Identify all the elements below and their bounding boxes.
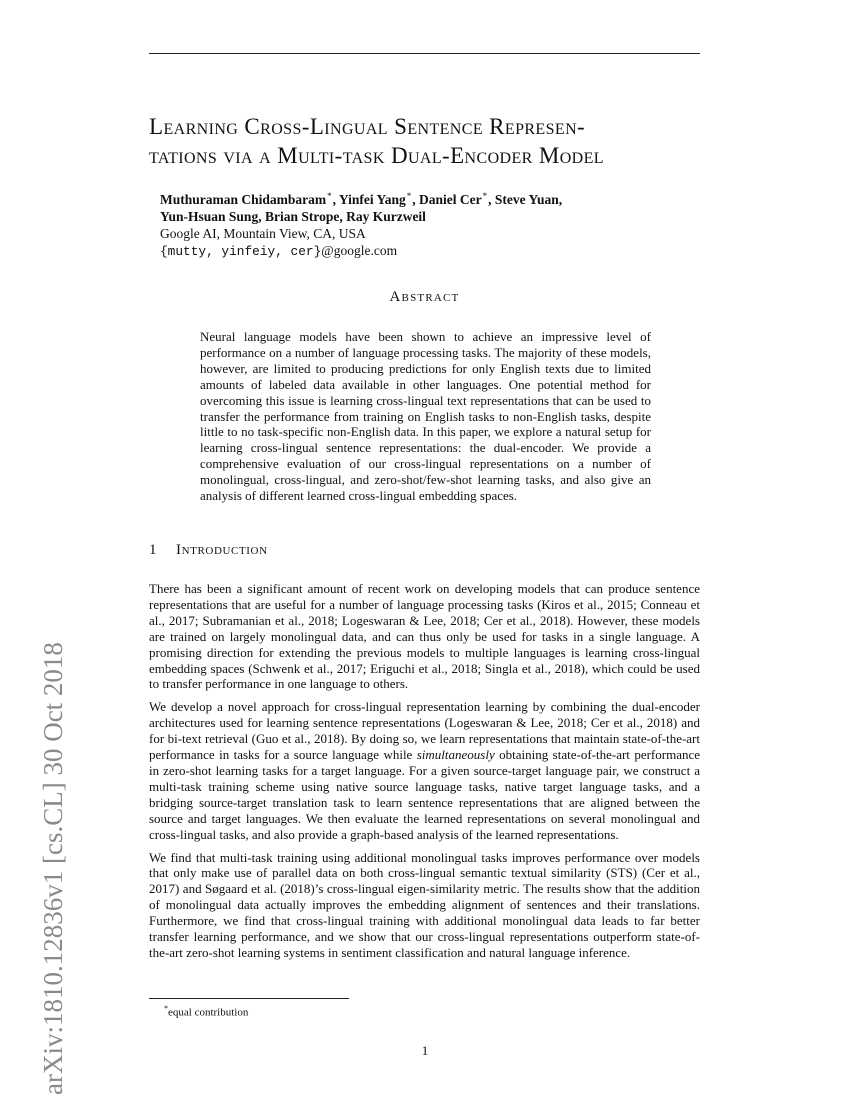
- author-cer: Daniel Cer: [419, 192, 482, 207]
- title-line-1: [149, 112, 709, 141]
- equal-contribution-mark: *: [327, 191, 332, 201]
- author-line-2: Yun-Hsuan Sung, Brian Strope, Ray Kurzweil: [160, 209, 426, 224]
- email: [160, 242, 700, 260]
- intro-p2-part-2: obtaining state-of-the-art performance in zero-shot learning tasks for a target language. For a given source-target language pair, we construct a multi-task training scheme using native source language tasks, native target language tasks, and a bridging source-target translation task to learn sentence representations that are aligned between the source and target languages. We then evaluate the learned representations on several monolingual and cross-lingual tasks, and also provide a graph-based analysis of the learned representations.: [149, 747, 700, 842]
- section-number: 1: [149, 542, 158, 558]
- title-line-2-text: tations via a Multi-task Dual-Encoder Model: [149, 143, 604, 168]
- author-yang: Yinfei Yang: [338, 192, 406, 207]
- abstract-heading-text: Abstract: [389, 289, 460, 305]
- author-block: [160, 188, 700, 260]
- title-line-1-text: Learning Cross-Lingual Sentence Represen-: [149, 114, 586, 139]
- section-title: Introduction: [176, 542, 268, 558]
- author-yuan: Steve Yuan,: [494, 192, 563, 207]
- footnote-rule: [149, 998, 349, 999]
- title-line-2: [149, 141, 709, 170]
- section-heading-introduction: [149, 542, 268, 559]
- abstract-body: Neural language models have been shown to achieve an impressive level of performance on a number of language processing tasks. The majority of these models, however, are limited to producing predictions for only English texts due to limited amounts of labeled data available in other languages. One potential method for overcoming this issue is learning cross-lingual text representations that can be used to transfer the performance from training on English tasks to non-English tasks, despite little to no task-specific non-English data. In this paper, we explore a natural setup for learning cross-lingual sentence representations: the dual-encoder. We provide a comprehensive evaluation of our cross-lingual representations on a number of monolingual, cross-lingual, and zero-shot/few-shot learning tasks, and also give an analysis of different learned cross-lingual embedding spaces.: [200, 329, 651, 504]
- footnote-text: equal contribution: [168, 1006, 249, 1019]
- intro-p2-emphasis: simultaneously: [416, 747, 495, 763]
- arxiv-margin: [0, 0, 68, 1100]
- introduction-body: [149, 581, 700, 968]
- author-chidambaram: Muthuraman Chidambaram: [160, 192, 327, 207]
- abstract-heading: [149, 289, 700, 306]
- arxiv-stamp: arXiv:1810.12836v1 [cs.CL] 30 Oct 2018: [38, 642, 68, 1095]
- affiliation: Google AI, Mountain View, CA, USA: [160, 226, 366, 241]
- footnote: [164, 1002, 248, 1020]
- email-handles: {mutty, yinfeiy, cer}: [160, 244, 322, 259]
- page-number: 1: [421, 1043, 429, 1058]
- equal-contribution-mark: *: [406, 191, 412, 201]
- top-rule: [149, 53, 700, 54]
- intro-paragraph-2: [149, 699, 700, 842]
- intro-p2-part-1: We develop a novel approach for cross-lingual representation learning by combining the dual-encoder architectures used for learning sentence representations (Logeswaran & Lee, 2018; Cer et al., 2018) and for bi-text retrieval (Guo et al., 2018). By doing so, we learn representations that maintain state-of-the-art performance in tasks for a source language while: [149, 699, 700, 763]
- equal-contribution-mark: *: [482, 191, 488, 201]
- intro-paragraph-3: We find that multi-task training using additional monolingual tasks improves performance over models that only make use of parallel data on both cross-lingual semantic textual similarity (STS) (Cer et al., 2017) and Søgaard et al. (2018)’s cross-lingual eigen-similarity metric. The results show that the addition of monolingual data actually improves the embedding alignment of sentences and their translations. Furthermore, we find that cross-lingual training with additional monolingual data leads to far better transfer learning performance, and we show that our cross-lingual representations outperform state-of-the-art zero-shot learning systems in sentiment classification and natural language inference.: [149, 849, 700, 960]
- paper-title: [149, 112, 709, 170]
- footnote-marker: *: [164, 1004, 168, 1013]
- email-domain: @google.com: [321, 243, 398, 258]
- author-line-1: Muthuraman Chidambaram*, Yinfei Yang*, Daniel Cer*, Steve Yuan,: [160, 191, 563, 207]
- intro-paragraph-1: There has been a significant amount of recent work on developing models that can produce sentence representations that are useful for a number of language processing tasks (Kiros et al., 2015; Conneau et al., 2017; Subramanian et al., 2018; Logeswaran & Lee, 2018; Cer et al., 2018). However, these models are trained on largely monolingual data, and can thus only be used for tasks in a single language. A promising direction for extending the previous models to multiple languages is learning cross-lingual embedding spaces (Schwenk et al., 2017; Eriguchi et al., 2018; Singla et al., 2018), which could be used to transfer performance in one language to others.: [149, 581, 700, 692]
